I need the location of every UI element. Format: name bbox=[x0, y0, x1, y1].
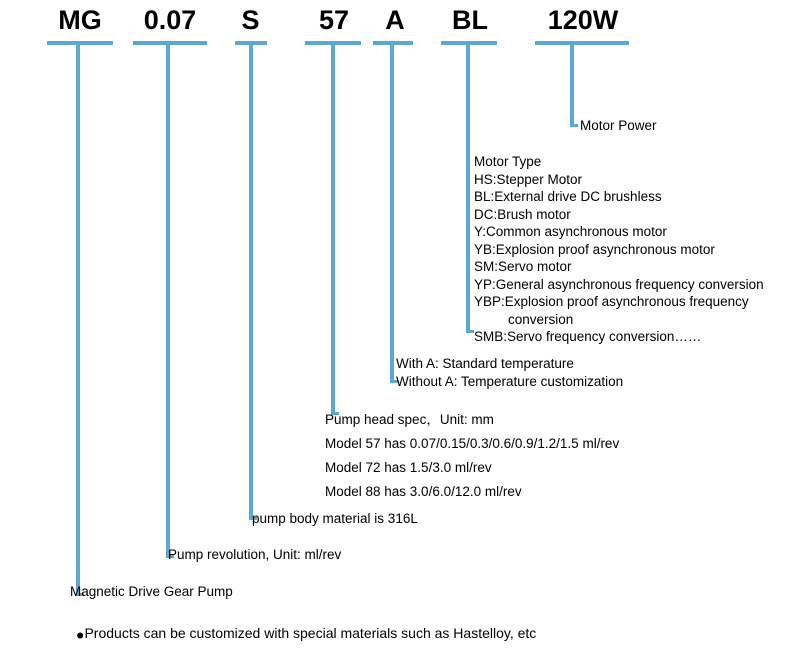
stub-motor-power bbox=[570, 124, 578, 127]
callout-motor-type bbox=[474, 153, 764, 346]
code-token-temperature: A bbox=[385, 5, 405, 35]
bullet-icon: ● bbox=[76, 626, 85, 643]
callout-pump-revolution: Pump revolution, Unit: ml/rev bbox=[168, 547, 342, 562]
leader-line-temperature bbox=[390, 41, 394, 381]
callout-motor-power-text: Motor Power bbox=[580, 118, 657, 133]
code-token-displacement: 0.07 bbox=[143, 5, 197, 35]
callout-motor-type-heading: Motor Type bbox=[474, 154, 542, 169]
callout-temperature bbox=[396, 355, 623, 390]
leader-line-mg bbox=[76, 41, 80, 594]
callout-motor-type-line-9: SMB:Servo frequency conversion…… bbox=[474, 329, 702, 344]
leader-line-motor-type bbox=[466, 41, 470, 331]
callout-motor-type-line-2: DC:Brush motor bbox=[474, 206, 571, 222]
code-token-motor-type: BL bbox=[452, 5, 488, 35]
underline-displacement bbox=[133, 41, 207, 45]
leader-line-pump-head bbox=[331, 41, 335, 413]
callout-pump-head-line-3: Model 88 has 3.0/6.0/12.0 ml/rev bbox=[325, 484, 522, 499]
code-token-pump-head: 57 bbox=[318, 5, 350, 35]
code-token-mg: MG bbox=[58, 5, 102, 35]
callout-pump-name: Magnetic Drive Gear Pump bbox=[70, 584, 233, 599]
footer-note-text: Products can be customized with special materials such as Hastelloy, etc bbox=[84, 625, 537, 641]
callout-motor-type-line-4: YB:Explosion proof asynchronous motor bbox=[474, 241, 715, 257]
callout-motor-type-line-6: YP:General asynchronous frequency conversion bbox=[474, 276, 764, 292]
callout-motor-type-line-1: BL:External drive DC brushless bbox=[474, 189, 662, 204]
callout-motor-type-line-5: SM:Servo motor bbox=[474, 259, 572, 274]
callout-motor-type-line-7: YBP:Explosion proof asynchronous frequency bbox=[474, 294, 749, 309]
callout-temperature-line-0: With A: Standard temperature bbox=[396, 356, 574, 371]
callout-pump-head-line-1: Model 57 has 0.07/0.15/0.3/0.6/0.9/1.2/1.5 ml/rev bbox=[325, 436, 620, 451]
callout-motor-type-line-8: conversion bbox=[508, 311, 574, 327]
leader-line-displacement bbox=[166, 41, 170, 556]
callout-pump-head-line-2: Model 72 has 1.5/3.0 ml/rev bbox=[325, 460, 492, 475]
stub-motor-type bbox=[466, 330, 474, 333]
callout-temperature-line-1: Without A: Temperature customization bbox=[396, 373, 624, 389]
code-token-motor-power: 120W bbox=[547, 5, 619, 35]
leader-line-body-material bbox=[249, 41, 253, 518]
callout-motor-type-line-3: Y:Common asynchronous motor bbox=[474, 224, 667, 239]
callout-body-material: pump body material is 316L bbox=[252, 511, 418, 526]
underline-mg bbox=[47, 41, 113, 45]
code-token-body-material: S bbox=[241, 5, 260, 35]
callout-pump-head-line-0: Pump head spec，Unit: mm bbox=[325, 412, 494, 427]
callout-pump-head bbox=[325, 408, 619, 504]
leader-line-motor-power bbox=[570, 41, 574, 125]
underline-motor-power bbox=[535, 41, 629, 45]
callout-motor-type-line-0: HS:Stepper Motor bbox=[474, 171, 583, 187]
footer-note bbox=[76, 625, 536, 642]
